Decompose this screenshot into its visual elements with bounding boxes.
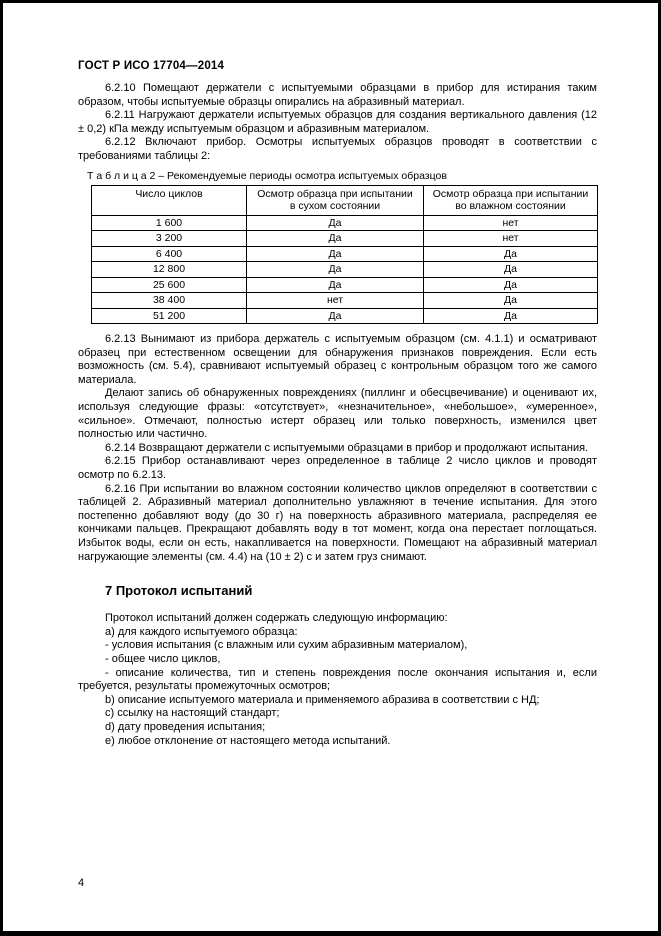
table-row	[92, 308, 598, 324]
table-cell: Да	[247, 246, 424, 262]
table-cell: 3 200	[92, 231, 247, 247]
table-cell: 1 600	[92, 215, 247, 231]
table-cell: Да	[424, 277, 598, 293]
table-row	[92, 246, 598, 262]
protocol-item-d: d) дату проведения испытания;	[105, 720, 266, 733]
table-cell: Да	[247, 215, 424, 231]
paragraph-6-2-15: 6.2.15 Прибор останавливают через определенное в таблице 2 число циклов и проводят осмотр по 6.2.13.	[78, 455, 597, 481]
table-cell: Да	[424, 246, 598, 262]
table-cell: Да	[247, 277, 424, 293]
table-cell: Да	[247, 308, 424, 324]
table-row	[92, 231, 598, 247]
table-cell: 38 400	[92, 293, 247, 309]
table-cell: нет	[424, 215, 598, 231]
protocol-item-c: c) ссылку на настоящий стандарт;	[105, 707, 280, 720]
table-row	[92, 262, 598, 278]
paragraph-6-2-11: 6.2.11 Нагружают держатели испытуемых образцов для создания вертикального давления (12 ± 0,2) кПа между испытуемым образцом и абразивным материалом.	[78, 109, 597, 135]
table-header-wet: Осмотр образца при испытании во влажном состоянии	[424, 185, 598, 215]
paragraph-6-2-14: 6.2.14 Возвращают держатели с испытуемыми образцами в прибор и продолжают испытания.	[105, 441, 589, 454]
protocol-item-a: a) для каждого испытуемого образца:	[105, 625, 298, 638]
table-cell: 12 800	[92, 262, 247, 278]
paragraph-6-2-12: 6.2.12 Включают прибор. Осмотры испытуемых образцов проводят в соответствии с требованиями таблицы 2:	[78, 136, 597, 162]
protocol-item-e: e) любое отклонение от настоящего метода испытаний.	[105, 734, 391, 747]
table-cell: Да	[424, 293, 598, 309]
table-row	[92, 277, 598, 293]
table-header-dry: Осмотр образца при испытании в сухом состоянии	[247, 185, 424, 215]
protocol-intro: Протокол испытаний должен содержать следующую информацию:	[105, 612, 448, 625]
protocol-subitem-conditions: - условия испытания (с влажным или сухим абразивным материалом),	[105, 639, 468, 652]
table-cell: 51 200	[92, 308, 247, 324]
section-heading-protocol: 7 Протокол испытаний	[105, 583, 253, 599]
protocol-subitem-cycles: - общее число циклов,	[105, 652, 221, 665]
table-caption: Т а б л и ц а 2 – Рекомендуемые периоды осмотра испытуемых образцов	[87, 169, 447, 182]
document-content	[78, 60, 597, 748]
table-cell: нет	[247, 293, 424, 309]
table-header-cycles: Число циклов	[92, 185, 247, 215]
table-row	[92, 293, 598, 309]
table-cell: Да	[424, 308, 598, 324]
paragraph-6-2-16: 6.2.16 При испытании во влажном состоянии количество циклов определяют в соответствии с таблицей 2. Абразивный материал дополнительно увлажняют в течение испытания. Для этого постепенно добавляют воду (до 30 г) на поверхность абразивного материала, распределяя ее кончиками пальцев. Прекращают добавлять воду в тот момент, когда она перестает поглощаться. Избыток воды, если он есть, накапливается на поверхности. Помещают на абразивный материал нагружающие элементы (см. 4.4) на (10 ± 2) с и затем груз снимают.	[78, 482, 597, 563]
protocol-item-b: b) описание испытуемого материала и применяемого абразива в соответствии с НД;	[105, 693, 540, 706]
table-cell: 6 400	[92, 246, 247, 262]
paragraph-damage-record: Делают запись об обнаруженных повреждениях (пиллинг и обесцвечивание) и оценивают их, используя следующие фразы: «отсутствует», «незначительное», «небольшое», «умеренное», «сильное». Отмечают, полностью истерт образец или только поверхность, изменился цвет полностью или частично.	[78, 387, 597, 441]
table-cell: 25 600	[92, 277, 247, 293]
page-number: 4	[78, 877, 85, 889]
table-cell: Да	[247, 262, 424, 278]
table-cell: нет	[424, 231, 598, 247]
paragraph-6-2-13: 6.2.13 Вынимают из прибора держатель с испытуемым образцом (см. 4.1.1) и осматривают образец при естественном освещении для обнаружения признаков повреждения. Если есть возможность (см. 5.4), сравнивают испытуемый образец с контрольным образцом того же самого материала.	[78, 333, 597, 386]
table-cell: Да	[424, 262, 598, 278]
paragraph-6-2-10: 6.2.10 Помещают держатели с испытуемыми образцами в прибор для истирания таким образом, чтобы испытуемые образцы опирались на абразивный материал.	[78, 82, 597, 108]
inspection-periods-table	[91, 185, 598, 325]
table-row	[92, 215, 598, 231]
table-cell: Да	[247, 231, 424, 247]
protocol-subitem-damage: - описание количества, тип и степень повреждения после окончания испытания и, если требуется, результаты промежуточных осмотров;	[78, 666, 597, 693]
table-header-row	[92, 185, 598, 215]
document-header: ГОСТ Р ИСО 17704—2014	[78, 60, 225, 72]
